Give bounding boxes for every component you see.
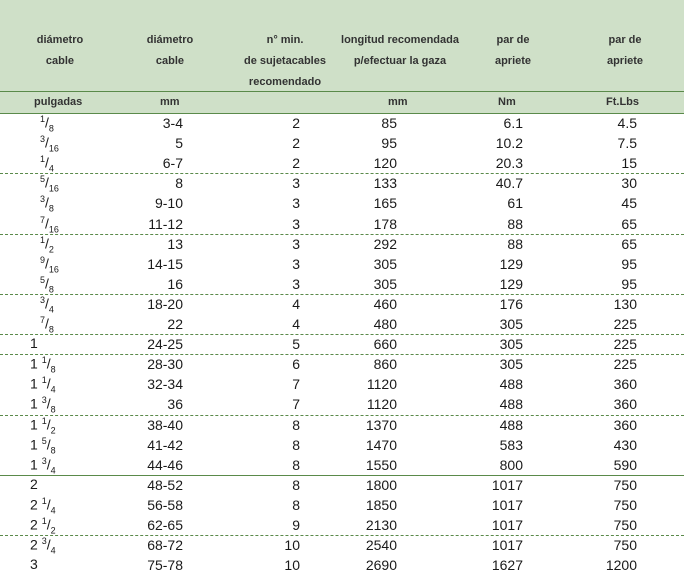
cell-inches <box>30 556 38 572</box>
table-row <box>0 274 684 294</box>
fraction-numerator: 1 <box>41 516 47 526</box>
cell-nm: 1627 <box>491 557 523 574</box>
cell-mm: 24-25 <box>147 336 183 353</box>
inch-whole: 3 <box>30 556 38 573</box>
table-row <box>0 555 684 575</box>
fraction-denominator: 4 <box>50 465 56 476</box>
table-row <box>0 475 684 495</box>
cell-mm: 3-4 <box>162 115 183 131</box>
cell-ftlbs: 750 <box>613 476 637 493</box>
inch-whole: 1 <box>30 396 38 413</box>
header-text: diámetro <box>146 34 194 46</box>
fraction-denominator: 4 <box>50 384 56 395</box>
cell-nm: 129 <box>499 275 523 292</box>
cell-clamps: 7 <box>292 396 300 413</box>
header-torque-ftlbs <box>590 30 660 72</box>
cell-ftlbs: 750 <box>613 517 637 533</box>
cell-nm: 176 <box>499 295 523 312</box>
cell-ftlbs: 130 <box>613 295 637 312</box>
unit-pulgadas: pulgadas <box>34 96 83 108</box>
inch-whole: 1 <box>30 335 38 352</box>
cell-nm: 583 <box>499 436 523 453</box>
fraction-denominator: 8 <box>48 203 54 214</box>
inch-whole: 2 <box>30 536 38 553</box>
cell-length: 85 <box>381 115 397 131</box>
cell-nm: 88 <box>507 235 523 252</box>
cell-nm: 6.1 <box>503 115 523 131</box>
cell-ftlbs: 95 <box>621 255 637 272</box>
cell-inches: $^1/_8$ <box>40 114 54 134</box>
cell-inches: $^1/_4$ <box>40 154 54 174</box>
cell-clamps: 6 <box>292 356 300 373</box>
header-text: n° min. <box>266 34 304 46</box>
fraction-numerator: 1 <box>41 375 47 386</box>
fraction-numerator: 1 <box>40 154 46 165</box>
cell-mm: 8 <box>175 175 183 192</box>
cell-inches: $^5/_8$ <box>40 274 54 295</box>
table-row <box>0 173 684 193</box>
header-text: p/efectuar la gaza <box>353 55 447 67</box>
table-row <box>0 354 684 374</box>
cell-mm: 48-52 <box>147 476 183 493</box>
cell-length: 1120 <box>366 396 397 413</box>
table-row <box>0 234 684 254</box>
header-text: cable <box>155 55 185 67</box>
fraction-numerator: 3 <box>40 294 46 305</box>
cell-length: 1370 <box>365 416 397 433</box>
cell-clamps: 7 <box>292 376 300 393</box>
cell-clamps: 5 <box>292 336 300 353</box>
cell-inches: 1 $^5/_8$ <box>30 435 56 456</box>
cell-length: 1470 <box>365 436 397 453</box>
cell-clamps: 4 <box>292 316 300 332</box>
cell-ftlbs: 360 <box>613 416 637 433</box>
fraction-denominator: 16 <box>48 223 59 234</box>
cell-clamps: 3 <box>292 255 300 272</box>
cell-length: 1850 <box>365 496 397 513</box>
fraction-numerator: 3 <box>41 536 47 547</box>
fraction-denominator: 2 <box>48 244 54 255</box>
cell-mm: 38-40 <box>147 416 183 433</box>
table-row <box>0 334 684 354</box>
cell-nm: 800 <box>499 456 523 473</box>
fraction-numerator: 1 <box>40 234 46 245</box>
cell-clamps: 4 <box>292 295 300 312</box>
cell-clamps: 8 <box>292 496 300 513</box>
fraction-denominator: 8 <box>50 404 56 415</box>
cell-length: 1120 <box>366 376 397 393</box>
cell-clamps: 2 <box>292 155 300 172</box>
cell-ftlbs: 225 <box>613 356 637 373</box>
cell-inches: $^7/_8$ <box>40 315 54 335</box>
cell-inches: 1 $^3/_4$ <box>30 455 56 476</box>
cell-length: 860 <box>373 356 397 373</box>
cell-clamps: 3 <box>292 215 300 232</box>
cell-inches: $^3/_4$ <box>40 294 54 315</box>
cell-length: 120 <box>373 155 397 172</box>
cell-length: 292 <box>373 235 397 252</box>
header-text: apriete <box>494 55 532 67</box>
header-diameter-mm <box>130 30 210 72</box>
cell-inches <box>30 476 38 492</box>
fraction-numerator: 1 <box>41 355 47 366</box>
table-row <box>0 515 684 535</box>
cell-ftlbs: 4.5 <box>617 115 637 131</box>
cell-mm: 75-78 <box>147 557 183 574</box>
cell-length: 2130 <box>365 517 397 533</box>
cell-length: 305 <box>373 255 397 272</box>
fraction-denominator: 16 <box>48 143 59 154</box>
cell-length: 178 <box>373 215 397 232</box>
cell-ftlbs: 360 <box>613 376 637 393</box>
cell-ftlbs: 30 <box>621 175 637 192</box>
cell-mm: 41-42 <box>147 436 183 453</box>
cell-ftlbs: 225 <box>613 336 637 353</box>
cell-ftlbs: 1200 <box>605 557 637 574</box>
cell-clamps: 3 <box>292 195 300 212</box>
cell-ftlbs: 430 <box>613 436 637 453</box>
header-text: diámetro <box>36 34 84 46</box>
cell-length: 2690 <box>365 557 397 574</box>
cell-clamps: 8 <box>292 436 300 453</box>
cell-mm: 36 <box>167 396 183 413</box>
table-row <box>0 455 684 475</box>
cell-inches: 1 $^1/_2$ <box>30 415 56 435</box>
fraction-numerator: 3 <box>41 455 47 466</box>
cell-clamps: 3 <box>292 175 300 192</box>
cell-clamps: 2 <box>292 135 300 152</box>
cell-length: 2540 <box>365 537 397 554</box>
fraction-denominator: 4 <box>50 545 56 556</box>
fraction-numerator: 3 <box>40 194 46 205</box>
fraction-numerator: 5 <box>40 274 46 285</box>
cell-ftlbs: 95 <box>621 275 637 292</box>
header-torque-nm <box>478 30 548 72</box>
cell-inches: $^5/_{16}$ <box>40 174 59 194</box>
table-row <box>0 535 684 555</box>
table-row <box>0 214 684 234</box>
cell-ftlbs: 750 <box>613 496 637 513</box>
cell-nm: 488 <box>499 376 523 393</box>
cell-nm: 1017 <box>491 517 523 533</box>
header-text: de sujetacables <box>244 55 326 67</box>
cell-ftlbs: 225 <box>613 316 637 332</box>
header-clamps <box>235 30 335 93</box>
inch-whole: 2 <box>30 496 38 513</box>
header-text: par de <box>608 34 642 46</box>
cell-nm: 20.3 <box>495 155 523 172</box>
unit-nm: Nm <box>498 96 516 108</box>
cell-nm: 1017 <box>491 537 523 554</box>
cell-nm: 1017 <box>491 496 523 513</box>
fraction-denominator: 4 <box>50 505 56 516</box>
cell-mm: 56-58 <box>147 496 183 513</box>
fraction-numerator: 1 <box>41 415 47 426</box>
inch-whole: 1 <box>30 355 38 372</box>
header-text: cable <box>45 55 75 67</box>
cell-clamps: 10 <box>284 557 300 574</box>
fraction-denominator: 2 <box>50 424 56 435</box>
cell-nm: 1017 <box>491 476 523 493</box>
inch-whole: 1 <box>30 436 38 453</box>
cell-mm: 9-10 <box>154 195 183 212</box>
cell-length: 305 <box>373 275 397 292</box>
cell-nm: 305 <box>499 316 523 332</box>
fraction-numerator: 3 <box>40 134 46 145</box>
fraction-denominator: 2 <box>50 525 56 536</box>
table-row <box>0 294 684 314</box>
table-row <box>0 435 684 455</box>
cell-mm: 16 <box>167 275 183 292</box>
fraction-denominator: 8 <box>48 324 54 335</box>
fraction-numerator: 5 <box>40 174 46 185</box>
table-row <box>0 193 684 213</box>
cell-length: 1800 <box>365 476 397 493</box>
cell-nm: 305 <box>499 336 523 353</box>
cell-inches: $^7/_{16}$ <box>40 214 59 234</box>
table-row <box>0 314 684 334</box>
cell-inches <box>30 335 38 351</box>
inch-whole: 1 <box>30 375 38 392</box>
header-length <box>330 30 470 72</box>
units-row <box>0 91 684 114</box>
cell-mm: 18-20 <box>147 295 183 312</box>
fraction-numerator: 7 <box>40 315 46 325</box>
cell-mm: 6-7 <box>162 155 183 172</box>
unit-ftlbs: Ft.Lbs <box>606 96 639 108</box>
header-text: longitud recomendada <box>341 34 459 46</box>
fraction-denominator: 16 <box>48 183 59 194</box>
cell-ftlbs: 590 <box>613 456 637 473</box>
fraction-denominator: 4 <box>48 304 54 315</box>
table-header <box>0 0 684 91</box>
cell-inches: $^3/_8$ <box>40 194 54 214</box>
cell-inches: 2 $^1/_4$ <box>30 495 56 516</box>
fraction-numerator: 7 <box>40 214 46 225</box>
cell-inches: $^3/_{16}$ <box>40 134 59 154</box>
fraction-numerator: 1 <box>41 495 47 506</box>
cell-length: 660 <box>373 336 397 353</box>
cell-mm: 14-15 <box>147 255 183 272</box>
header-diameter-in <box>20 30 100 72</box>
cell-mm: 28-30 <box>147 356 183 373</box>
unit-mm-length: mm <box>388 96 408 108</box>
cell-inches: 2 $^3/_4$ <box>30 536 56 556</box>
header-text: apriete <box>606 55 644 67</box>
cell-mm: 32-34 <box>147 376 183 393</box>
cell-clamps: 10 <box>284 537 300 554</box>
cell-nm: 488 <box>499 396 523 413</box>
fraction-denominator: 8 <box>50 445 56 456</box>
table-row <box>0 374 684 394</box>
cell-length: 95 <box>381 135 397 152</box>
cell-length: 460 <box>373 295 397 312</box>
cell-nm: 129 <box>499 255 523 272</box>
cell-clamps: 8 <box>292 416 300 433</box>
inch-whole: 1 <box>30 416 38 433</box>
cell-clamps: 9 <box>292 517 300 533</box>
cell-clamps: 2 <box>292 115 300 131</box>
fraction-denominator: 16 <box>48 264 59 275</box>
cell-clamps: 3 <box>292 275 300 292</box>
cell-inches: $^9/_{16}$ <box>40 254 59 275</box>
table-row <box>0 394 684 414</box>
cell-nm: 488 <box>499 416 523 433</box>
cell-ftlbs: 65 <box>621 235 637 252</box>
cell-clamps: 3 <box>292 235 300 252</box>
cell-mm: 68-72 <box>147 537 183 554</box>
table-row <box>0 415 684 435</box>
cell-length: 1550 <box>365 456 397 473</box>
table-row <box>0 495 684 515</box>
fraction-denominator: 8 <box>48 284 54 295</box>
inch-whole: 1 <box>30 456 38 473</box>
cell-nm: 305 <box>499 356 523 373</box>
cell-clamps: 8 <box>292 456 300 473</box>
cell-mm: 11-12 <box>148 215 183 232</box>
header-text: recomendado <box>248 76 322 88</box>
cell-nm: 61 <box>507 195 523 212</box>
cell-nm: 40.7 <box>495 175 523 192</box>
cell-mm: 22 <box>167 316 183 332</box>
unit-mm: mm <box>160 96 180 108</box>
fraction-numerator: 9 <box>40 254 46 265</box>
cell-inches: 1 $^3/_8$ <box>30 395 56 415</box>
cell-mm: 62-65 <box>147 517 183 533</box>
fraction-denominator: 4 <box>48 163 54 174</box>
cell-clamps: 8 <box>292 476 300 493</box>
fraction-numerator: 1 <box>40 114 46 124</box>
cell-ftlbs: 750 <box>613 537 637 554</box>
inch-whole: 2 <box>30 516 38 533</box>
cell-length: 480 <box>373 316 397 332</box>
inch-whole: 2 <box>30 475 38 492</box>
cell-ftlbs: 360 <box>613 396 637 413</box>
cell-ftlbs: 45 <box>621 195 637 212</box>
cell-nm: 88 <box>507 215 523 232</box>
cell-inches: $^1/_2$ <box>40 234 54 255</box>
cell-inches: 1 $^1/_4$ <box>30 375 56 395</box>
cell-length: 165 <box>373 195 397 212</box>
cell-mm: 13 <box>167 235 183 252</box>
cell-nm: 10.2 <box>495 135 523 152</box>
cell-length: 133 <box>373 175 397 192</box>
cell-inches: 1 $^1/_8$ <box>30 355 56 375</box>
table-row <box>0 133 684 153</box>
table-row <box>0 153 684 173</box>
table-row <box>0 254 684 274</box>
cell-inches: 2 $^1/_2$ <box>30 516 56 536</box>
header-text: par de <box>496 34 530 46</box>
fraction-numerator: 3 <box>41 395 47 406</box>
cell-mm: 5 <box>175 135 183 152</box>
table-row <box>0 113 684 133</box>
fraction-numerator: 5 <box>41 435 47 446</box>
cell-ftlbs: 15 <box>621 155 637 172</box>
fraction-denominator: 8 <box>50 364 56 375</box>
cell-ftlbs: 7.5 <box>617 135 637 152</box>
fraction-denominator: 8 <box>48 123 54 134</box>
cell-mm: 44-46 <box>147 456 183 473</box>
cell-ftlbs: 65 <box>621 215 637 232</box>
